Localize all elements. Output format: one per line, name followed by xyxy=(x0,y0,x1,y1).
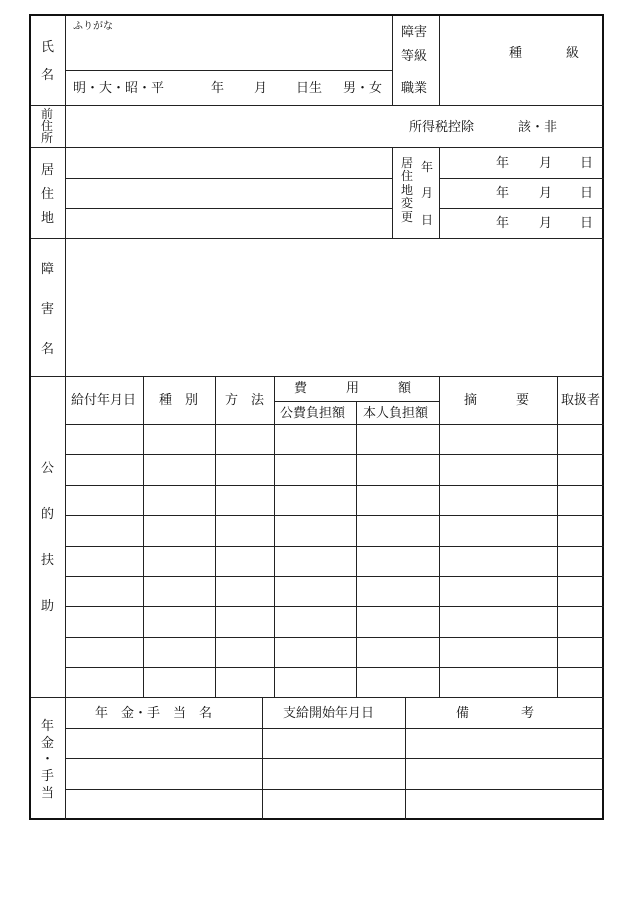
header-pension-name: 年 金・手 当 名 xyxy=(95,706,213,721)
date-year-unit: 年 xyxy=(496,186,510,201)
label-char: 更 xyxy=(401,209,414,224)
label-char: 地 xyxy=(401,182,414,197)
name-label-1: 氏 xyxy=(41,40,55,55)
grade-kind-unit: 種 xyxy=(509,46,523,61)
line xyxy=(65,758,604,759)
line xyxy=(262,697,263,820)
line xyxy=(65,789,604,790)
birth-era: 明・大・昭・平 xyxy=(73,81,165,96)
occupation-label: 職業 xyxy=(401,81,428,96)
line xyxy=(65,606,604,607)
birth-month-unit: 月 xyxy=(254,81,268,96)
line xyxy=(65,454,604,455)
pension-side-label xyxy=(41,719,54,802)
sex-choice: 男・女 xyxy=(343,81,383,96)
header-handler: 取扱者 xyxy=(561,393,601,408)
date-day-unit: 日 xyxy=(580,156,594,171)
label-char: 所 xyxy=(41,131,54,145)
public-aid-label-2: 的 xyxy=(41,507,55,522)
line xyxy=(439,178,604,179)
line xyxy=(65,515,604,516)
birth-year-unit: 年 xyxy=(211,81,225,96)
line xyxy=(143,376,144,697)
line xyxy=(65,208,392,209)
line xyxy=(65,16,66,820)
residence-label-2: 住 xyxy=(41,187,55,202)
residence-change-month: 月 xyxy=(421,186,434,200)
public-aid-label-1: 公 xyxy=(41,461,55,476)
line xyxy=(392,16,393,105)
line xyxy=(405,697,406,820)
line xyxy=(392,147,393,238)
line xyxy=(65,485,604,486)
line xyxy=(557,376,558,697)
furigana-label: ふりがな xyxy=(73,21,113,32)
label-char: 前 xyxy=(41,107,54,121)
date-day-unit: 日 xyxy=(580,216,594,231)
line xyxy=(439,208,604,209)
grade-label-1: 障害 xyxy=(401,25,428,40)
public-aid-label-4: 助 xyxy=(41,599,55,614)
line xyxy=(65,637,604,638)
line xyxy=(31,105,604,106)
date-month-unit: 月 xyxy=(539,186,553,201)
line xyxy=(439,376,440,697)
line xyxy=(65,178,392,179)
line xyxy=(65,667,604,668)
grade-label-2: 等級 xyxy=(401,49,428,64)
record-form xyxy=(29,14,604,820)
label-char: ・ xyxy=(41,752,55,768)
tax-value: 該・非 xyxy=(518,120,558,135)
residence-label-3: 地 xyxy=(41,211,55,226)
label-char: 金 xyxy=(41,735,55,751)
line xyxy=(65,424,604,425)
line xyxy=(274,376,275,697)
label-char: 手 xyxy=(41,768,55,784)
residence-change-label-col1 xyxy=(401,157,413,224)
disability-label-1: 障 xyxy=(41,262,55,277)
line xyxy=(65,70,392,71)
header-payment-date: 給付年月日 xyxy=(71,393,137,408)
line xyxy=(215,376,216,697)
header-method: 方 法 xyxy=(225,393,265,408)
line xyxy=(439,147,440,238)
date-month-unit: 月 xyxy=(539,156,553,171)
line xyxy=(65,728,604,729)
header-kind: 種 別 xyxy=(159,393,199,408)
line xyxy=(439,16,440,105)
line xyxy=(31,376,604,377)
label-char: 当 xyxy=(41,785,55,801)
name-label-2: 名 xyxy=(41,68,55,83)
date-day-unit: 日 xyxy=(580,186,594,201)
header-cost: 費 用 額 xyxy=(294,381,412,396)
public-aid-label-3: 扶 xyxy=(41,553,55,568)
disability-label-2: 害 xyxy=(41,302,55,317)
residence-change-year: 年 xyxy=(421,160,434,174)
residence-label-1: 居 xyxy=(41,163,55,178)
date-month-unit: 月 xyxy=(539,216,553,231)
date-year-unit: 年 xyxy=(496,156,510,171)
label-char: 年 xyxy=(41,719,55,734)
header-start-date: 支給開始年月日 xyxy=(283,706,375,721)
line xyxy=(31,697,604,698)
tax-label: 所得税控除 xyxy=(409,120,475,135)
label-char: 居 xyxy=(401,156,414,170)
residence-change-day: 日 xyxy=(421,213,434,227)
header-public-burden: 公費負担額 xyxy=(280,406,346,421)
line xyxy=(356,401,357,697)
label-char: 住 xyxy=(401,169,414,184)
label-char: 変 xyxy=(401,196,414,211)
date-year-unit: 年 xyxy=(496,216,510,231)
label-char: 住 xyxy=(41,119,54,133)
header-self-burden: 本人負担額 xyxy=(363,406,429,421)
disability-label-3: 名 xyxy=(41,342,55,357)
line xyxy=(65,576,604,577)
line xyxy=(31,238,604,239)
line xyxy=(65,546,604,547)
line xyxy=(31,147,604,148)
header-remarks: 備 考 xyxy=(456,706,535,721)
prev-address-label xyxy=(41,108,53,144)
header-summary: 摘 要 xyxy=(464,393,530,408)
grade-level-unit: 級 xyxy=(566,46,580,61)
birth-day-unit: 日生 xyxy=(296,81,323,96)
